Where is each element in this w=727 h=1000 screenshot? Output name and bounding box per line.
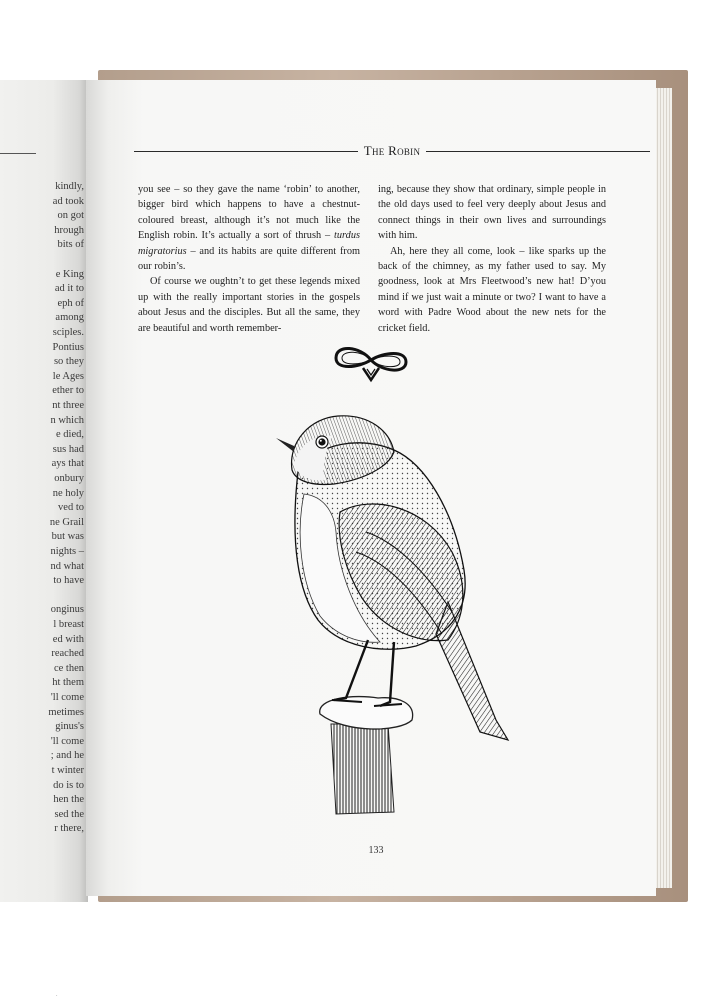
left-page-line: ht them: [52, 677, 84, 689]
paragraph: [378, 182, 606, 244]
left-page-line: but was: [51, 531, 84, 543]
running-head: [134, 143, 650, 159]
right-page: [86, 80, 656, 896]
paragraph-text: Of course we oughtn’t to get these legends mixed up with the really important stories in the gospels about Jesus and the disciples. But all the same, they are beautiful and worth remember-: [138, 276, 360, 334]
left-page-line: n which: [50, 414, 84, 426]
left-page-line: so they: [53, 356, 84, 368]
left-page-line: l breast: [53, 619, 84, 630]
robin-illustration: [276, 402, 526, 832]
left-page-line: hen the: [53, 794, 84, 806]
left-running-head-rule: [0, 153, 36, 154]
paragraph-text: Ah, here they all come, look – like sparks up the back of the chimney, as my father used to say. My goodness, look at Mrs Fleetwood’s new hat! D’you mind if we just wait a minute or two? I want to have a word with Padre Wood about the new nets for the cricket field.: [378, 245, 606, 334]
left-page-line: 'll come: [50, 692, 84, 703]
left-page-line: ginus's: [55, 721, 84, 733]
left-page-line: nights –: [50, 546, 84, 557]
left-page-line: ne Grail: [49, 516, 84, 528]
left-page-line: Pontius: [52, 341, 84, 353]
left-page-line: ad it to: [54, 283, 84, 295]
left-page-line: ce then: [53, 662, 84, 674]
paragraph: [138, 182, 360, 274]
left-page-line: e King: [55, 268, 84, 280]
left-page-line: le Ages: [52, 370, 84, 382]
left-page-line: metimes: [48, 706, 84, 718]
left-page-line: 'll come: [50, 735, 84, 747]
paragraph-text: you see – so they gave the name ‘robin’ to another, bigger bird which happens to have a chestnut-coloured breast, although it’s not much like the English robin. It’s actually a sort of thrush – turdus migratorius – and its habits are quite different from our robin’s.: [138, 184, 360, 273]
left-page-line: r there,: [54, 823, 84, 835]
left-page-line: ays that: [51, 458, 84, 470]
paragraph: [378, 244, 606, 336]
running-head-title: The Robin: [363, 143, 421, 158]
left-page-line: sciples.: [52, 327, 84, 338]
running-head-rule-left: [134, 151, 358, 152]
left-page-line: ; and he: [50, 750, 84, 762]
left-page-line: ne holy: [52, 487, 84, 499]
left-page-line: to have: [53, 575, 84, 587]
scan-speck: .: [56, 992, 58, 998]
left-page-line: ad took: [52, 195, 84, 207]
page-number: 133: [368, 845, 384, 856]
left-page-line: t winter: [51, 765, 84, 776]
left-page-line: nt three: [52, 400, 84, 411]
left-page-line: ved to: [58, 502, 84, 514]
text-column-left: [138, 182, 360, 336]
left-page: [0, 80, 88, 902]
left-page-line: nd what: [50, 560, 84, 572]
paragraph: [138, 274, 360, 336]
left-page-line: reached: [51, 648, 84, 660]
left-page-line: kindly,: [55, 181, 84, 192]
text-column-right: [378, 182, 606, 336]
left-page-line: on got: [57, 210, 84, 222]
left-page-line: do is to: [53, 779, 84, 791]
left-page-line: among: [55, 312, 84, 324]
left-page-line: sed the: [54, 808, 84, 820]
left-page-line: sus had: [52, 443, 84, 455]
left-page-line: bits of: [57, 239, 84, 251]
paragraph-text: ing, because they show that ordinary, simple people in the old days used to feel very deeply about Jesus and connect things in their own lives and surroundings with him.: [378, 184, 606, 242]
left-page-line: onginus: [50, 604, 84, 616]
left-page-line: hrough: [54, 224, 84, 236]
left-page-line: onbury: [54, 473, 84, 484]
running-head-rule-right: [426, 151, 650, 152]
left-page-line: ether to: [52, 385, 84, 397]
left-page-line: ed with: [52, 633, 84, 645]
left-page-line: eph of: [57, 297, 84, 309]
left-page-line: e died,: [56, 429, 84, 441]
knot-ornament-icon: [330, 338, 412, 384]
latin-name: turdus migratorius: [138, 230, 360, 257]
